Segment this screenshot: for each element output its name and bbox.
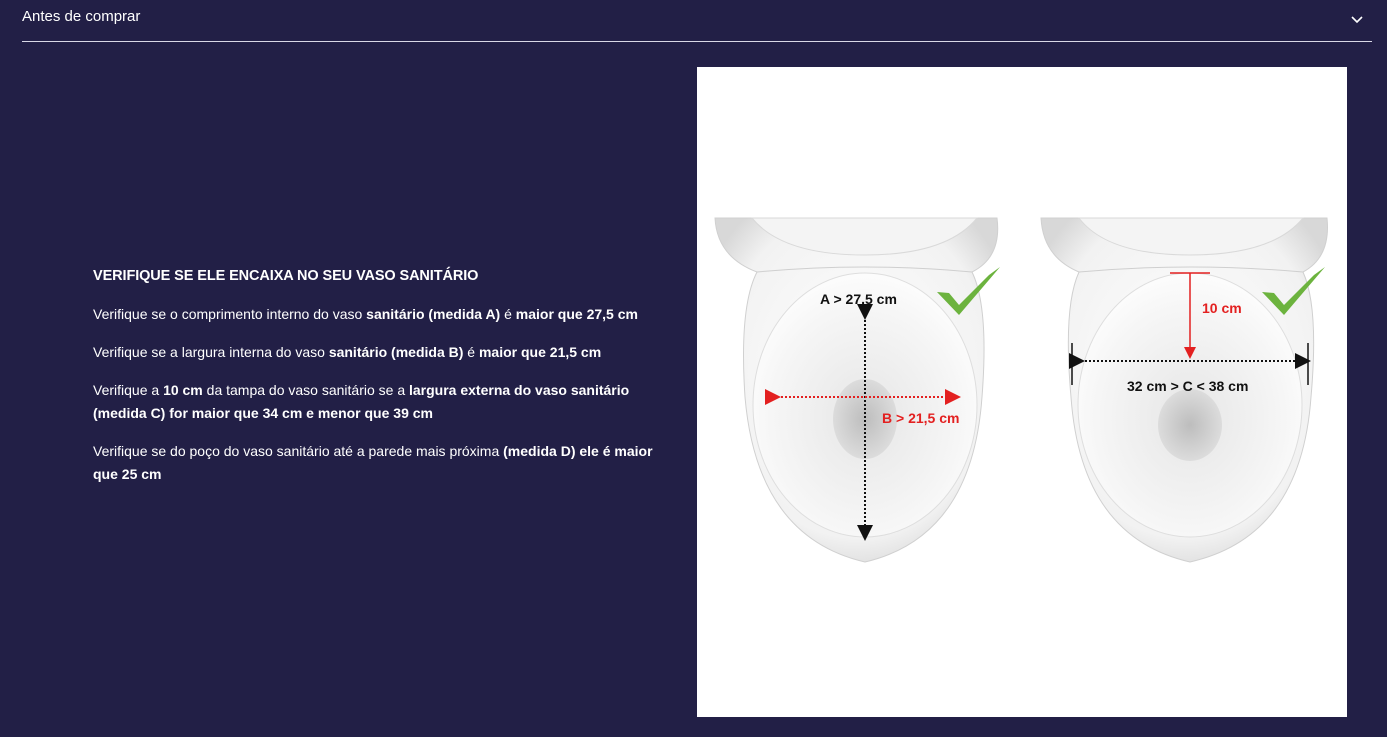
emphasis-text: sanitário (medida A) bbox=[366, 306, 501, 322]
label-10cm: 10 cm bbox=[1202, 300, 1242, 316]
label-c: 32 cm > C < 38 cm bbox=[1127, 378, 1249, 394]
emphasis-text: 10 cm bbox=[163, 382, 203, 398]
accordion-title: Antes de comprar bbox=[22, 8, 141, 25]
instruction-paragraph bbox=[93, 303, 673, 326]
fit-instructions bbox=[93, 268, 673, 501]
body-text: Verifique se do poço do vaso sanitário até a parede mais próxima bbox=[93, 443, 504, 459]
measurement-image bbox=[697, 67, 1347, 717]
emphasis-text: largura externa do vaso sanitário (medida C) for maior que 34 cm e menor que 39 cm bbox=[93, 382, 630, 421]
instruction-paragraph bbox=[93, 379, 673, 425]
body-text: é bbox=[500, 306, 516, 322]
emphasis-text: (medida D) ele é maior que 25 cm bbox=[93, 443, 653, 482]
instruction-paragraph bbox=[93, 341, 673, 364]
emphasis-text: sanitário (medida B) bbox=[328, 344, 464, 360]
body-text: Verifique se a largura interna do vaso bbox=[93, 344, 329, 360]
label-a: A > 27,5 cm bbox=[820, 291, 897, 307]
toilet-measurement-diagram bbox=[697, 67, 1347, 717]
section-heading: VERIFIQUE SE ELE ENCAIXA NO SEU VASO SANITÁRIO bbox=[93, 268, 479, 284]
body-text: Verifique se o comprimento interno do vaso bbox=[93, 306, 367, 322]
accordion-header[interactable] bbox=[22, 0, 1372, 42]
instruction-paragraph bbox=[93, 440, 673, 486]
body-text: Verifique a bbox=[93, 382, 164, 398]
toilet-left bbox=[715, 218, 998, 562]
chevron-down-icon[interactable] bbox=[1350, 12, 1364, 26]
label-b: B > 21,5 cm bbox=[882, 410, 960, 426]
emphasis-text: maior que 27,5 cm bbox=[515, 306, 638, 322]
body-text: da tampa do vaso sanitário se a bbox=[202, 382, 409, 398]
body-text: é bbox=[463, 344, 479, 360]
emphasis-text: maior que 21,5 cm bbox=[478, 344, 602, 360]
